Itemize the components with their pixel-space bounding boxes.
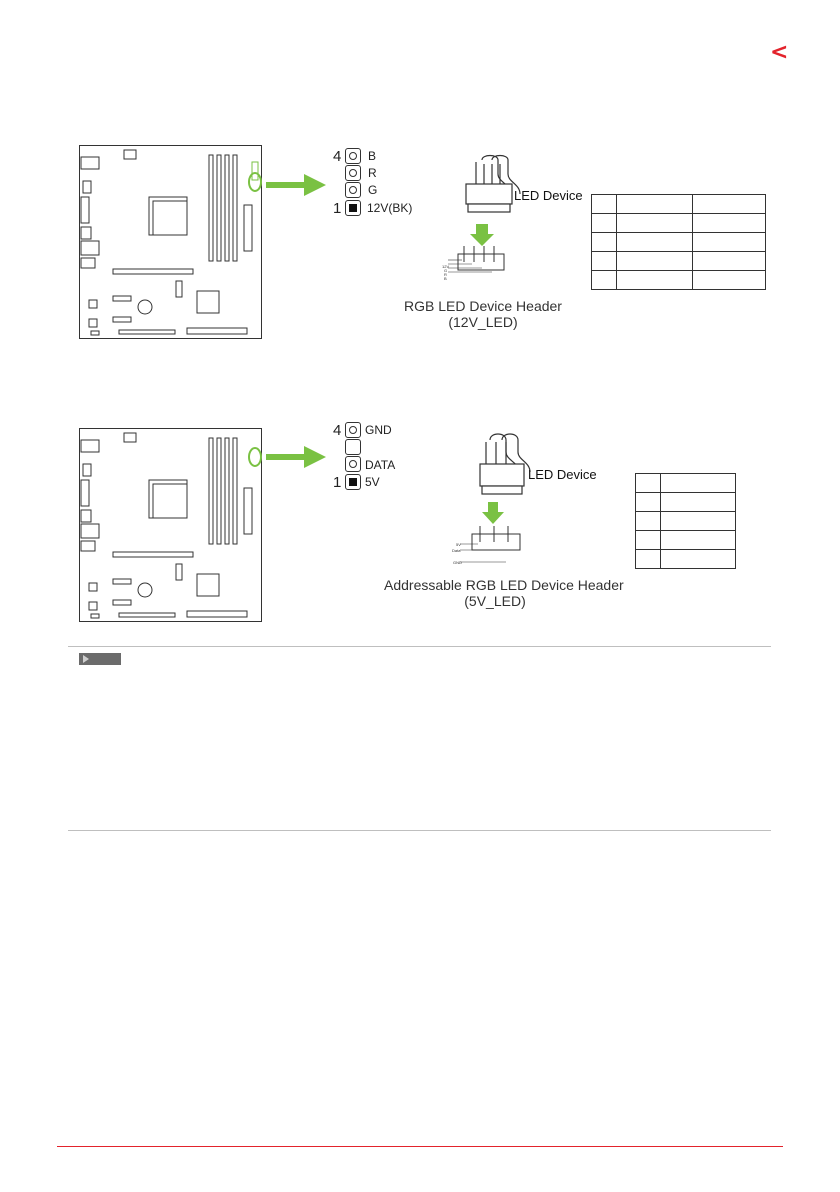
caret-right-icon: [83, 655, 89, 663]
small-label-12v: 12V: [442, 264, 450, 269]
pin-number-1: 1: [333, 200, 342, 217]
small-label-b: B: [444, 276, 447, 281]
pointer-arrow-icon: [266, 446, 326, 468]
motherboard-diagram-argb: [79, 428, 262, 622]
note-tag: [79, 653, 121, 665]
pin-table-rgb: [591, 194, 766, 290]
small-label-r: R: [444, 272, 447, 277]
pin-label-5v: 5V: [365, 475, 380, 489]
small-label-5v: 5V: [456, 542, 461, 547]
pin-1: [345, 200, 361, 216]
pin-label-g: G: [368, 183, 378, 197]
pin-label-data: DATA: [365, 458, 396, 472]
header-caption-sub: (5V_LED): [464, 593, 526, 609]
note-top-rule: [68, 646, 771, 647]
pin-label-b: B: [368, 149, 377, 163]
pin-2: [345, 456, 361, 472]
pin-4: [345, 422, 361, 438]
led-device-label: LED Device: [528, 467, 597, 482]
motherboard-diagram-rgb: [79, 145, 262, 339]
pin-table-argb: [635, 473, 736, 569]
pin-label-12v: 12V(BK): [367, 201, 413, 215]
pin-2: [345, 182, 361, 198]
pin-1: [345, 474, 361, 490]
note-bottom-rule: [68, 830, 771, 831]
chevron-left-icon[interactable]: <: [770, 40, 789, 65]
led-device-label: LED Device: [514, 188, 583, 203]
pin-4: [345, 148, 361, 164]
led-connector-illustration: [436, 154, 522, 290]
small-label-gnd: GND: [453, 560, 462, 565]
pin-number-4: 4: [333, 148, 342, 165]
pin-number-1: 1: [333, 474, 342, 491]
header-caption-sub: (12V_LED): [448, 314, 518, 330]
header-caption: RGB LED Device Header: [404, 298, 562, 314]
pin-number-4: 4: [333, 422, 342, 439]
pin-3: [345, 165, 361, 181]
header-caption: Addressable RGB LED Device Header: [384, 577, 624, 593]
pointer-arrow-icon: [266, 174, 326, 196]
led-connector-illustration: [450, 430, 536, 570]
footer-rule: [57, 1146, 783, 1147]
pin-label-r: R: [368, 166, 377, 180]
small-label-g: G: [444, 268, 448, 273]
small-label-data: Data: [452, 548, 461, 553]
pin-3-empty: [345, 439, 361, 455]
pin-label-gnd: GND: [365, 423, 392, 437]
